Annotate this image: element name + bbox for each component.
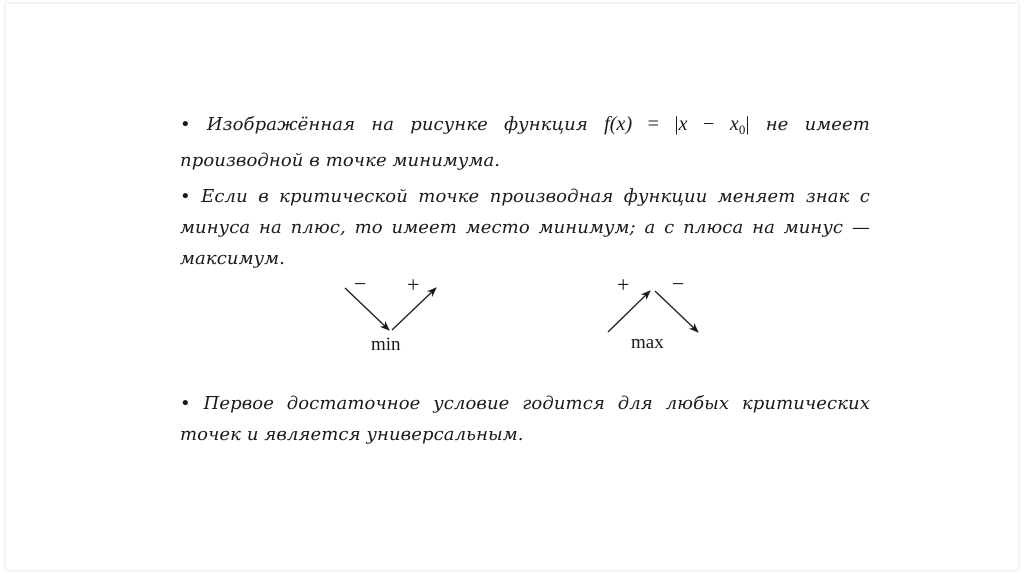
min-diagram	[345, 271, 436, 355]
decreasing-arrow	[345, 288, 389, 330]
min-left-sign: −	[354, 271, 367, 296]
var-x: x	[678, 113, 688, 135]
subscript-0: 0	[738, 122, 746, 137]
function-f: f(x)	[604, 113, 633, 135]
minus-sign: −	[703, 113, 715, 135]
max-left-sign: +	[617, 272, 630, 297]
min-right-sign: +	[407, 272, 420, 297]
abs-bar-left: |	[674, 113, 679, 135]
bullet: •	[180, 186, 191, 207]
var-x0: x	[729, 113, 739, 135]
increasing-arrow	[608, 291, 650, 332]
bullet: •	[180, 393, 191, 414]
equals-sign: =	[647, 113, 660, 135]
max-right-sign: −	[672, 271, 685, 296]
max-diagram	[608, 271, 698, 353]
paragraph-text: Изображённая на рисунке функция	[206, 114, 588, 135]
max-label: max	[631, 332, 664, 353]
paragraph-text: Если в критической точке производная функции меняет знак с минуса на плюс, то имеет место минимум; а с плюса на минус — максимум.	[180, 186, 870, 269]
paragraph-sufficient-condition	[180, 388, 870, 450]
min-label: min	[371, 334, 401, 355]
paragraph-text: не имеет производной в точке минимума.	[180, 114, 870, 171]
paragraph-text: Первое достаточное условие годится для любых критических точек и является универсальным.	[180, 393, 871, 445]
abs-bar-right: |	[745, 113, 750, 135]
bullet: •	[180, 114, 191, 135]
decreasing-arrow	[655, 291, 698, 332]
